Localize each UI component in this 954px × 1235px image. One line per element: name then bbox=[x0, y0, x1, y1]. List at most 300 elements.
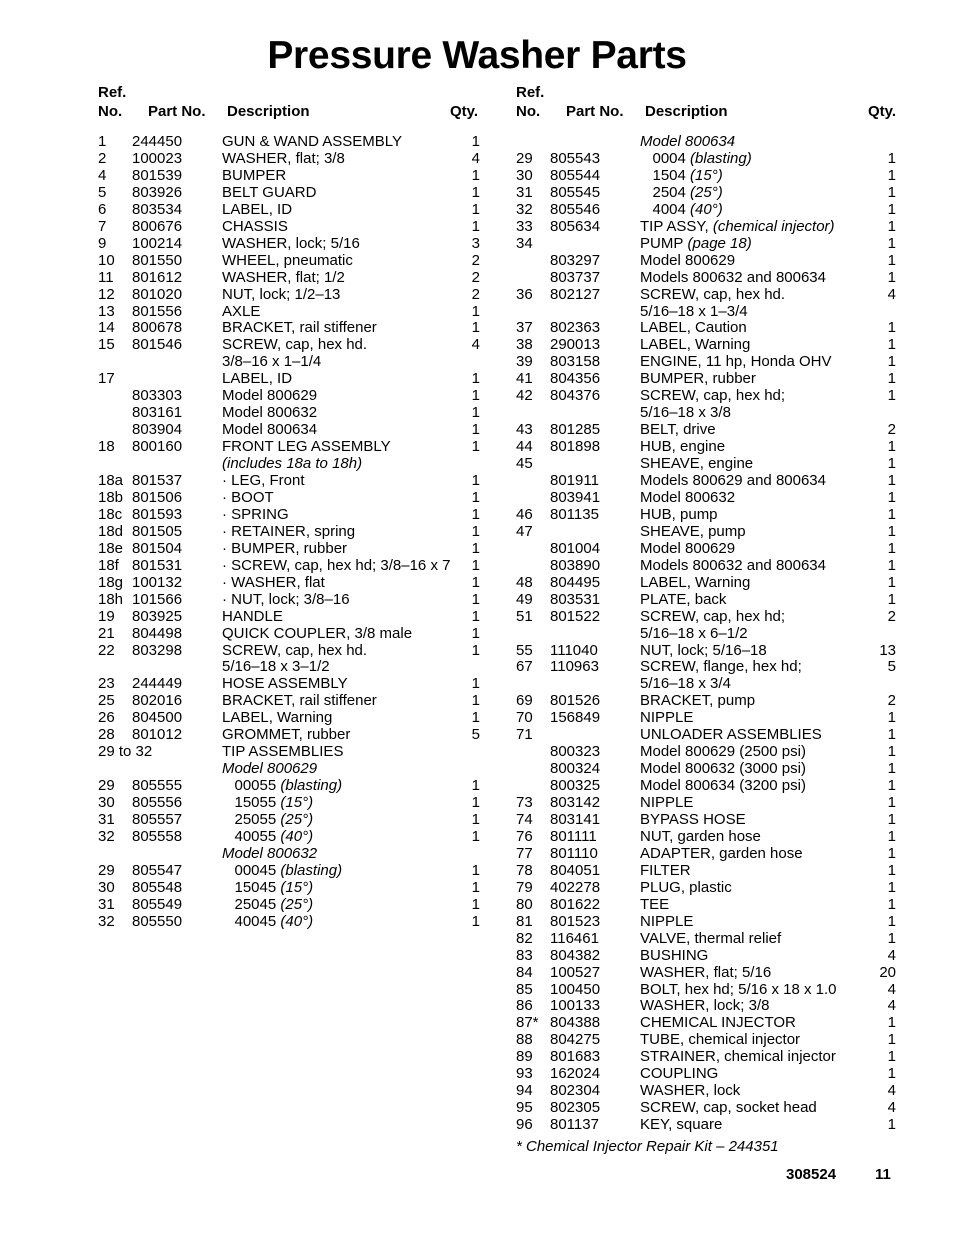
part-number: 805634 bbox=[550, 217, 601, 235]
description: SCREW, cap, hex hd. bbox=[640, 285, 786, 303]
description-text: 00055 bbox=[222, 777, 277, 795]
table-row bbox=[516, 709, 916, 726]
quantity: 1 bbox=[887, 488, 896, 506]
table-row bbox=[98, 879, 498, 896]
table-row bbox=[516, 896, 916, 913]
quantity: 1 bbox=[887, 319, 896, 337]
part-number: 100450 bbox=[550, 980, 601, 998]
description: AXLE bbox=[222, 302, 261, 320]
table-row bbox=[516, 625, 916, 642]
table-row bbox=[98, 523, 498, 540]
description: WASHER, flat; 3/8 bbox=[222, 149, 345, 167]
part-number: 801111 bbox=[550, 827, 597, 845]
description: HANDLE bbox=[222, 607, 283, 625]
ref-number: 85 bbox=[516, 980, 533, 998]
quantity: 1 bbox=[887, 505, 896, 523]
quantity: 1 bbox=[471, 641, 480, 659]
part-number: 801539 bbox=[132, 166, 183, 184]
quantity: 1 bbox=[887, 1065, 896, 1083]
table-row bbox=[98, 913, 498, 930]
ref-number: 42 bbox=[516, 387, 533, 405]
quantity: 4 bbox=[887, 1082, 896, 1100]
quantity: 1 bbox=[471, 777, 480, 795]
ref-number: 55 bbox=[516, 641, 533, 659]
table-row bbox=[516, 506, 916, 523]
quantity: 4 bbox=[887, 997, 896, 1015]
description: VALVE, thermal relief bbox=[640, 929, 782, 947]
table-row bbox=[516, 523, 916, 540]
part-number: 803142 bbox=[550, 794, 601, 812]
description: SCREW, cap, hex hd. bbox=[222, 641, 368, 659]
part-number: 803158 bbox=[550, 353, 601, 371]
table-row bbox=[98, 269, 498, 286]
description-text: 4004 bbox=[640, 200, 686, 218]
table-row bbox=[516, 1099, 916, 1116]
table-row bbox=[98, 252, 498, 269]
table-row bbox=[516, 353, 916, 370]
ref-number: 32 bbox=[98, 912, 115, 930]
quantity: 1 bbox=[471, 302, 480, 320]
quantity: 2 bbox=[887, 421, 896, 439]
ref-number: 49 bbox=[516, 590, 533, 608]
description: UNLOADER ASSEMBLIES bbox=[640, 726, 822, 744]
description: BRACKET, pump bbox=[640, 692, 756, 710]
description: PLUG, plastic bbox=[640, 878, 732, 896]
description: 5/16–18 x 1–3/4 bbox=[640, 302, 748, 320]
quantity: 1 bbox=[887, 573, 896, 591]
ref-number: 26 bbox=[98, 709, 115, 727]
ref-number: 1 bbox=[98, 133, 107, 150]
quantity: 3 bbox=[471, 234, 480, 252]
description: STRAINER, chemical injector bbox=[640, 1048, 836, 1066]
part-number: 801593 bbox=[132, 505, 183, 523]
part-number: 162024 bbox=[550, 1065, 601, 1083]
table-row bbox=[98, 608, 498, 625]
quantity: 1 bbox=[471, 675, 480, 693]
part-number: 805550 bbox=[132, 912, 183, 930]
description: 5/16–18 x 6–1/2 bbox=[640, 624, 748, 642]
ref-number: 2 bbox=[98, 149, 107, 167]
ref-number: 30 bbox=[98, 794, 115, 812]
part-number: 803926 bbox=[132, 183, 183, 201]
table-row bbox=[98, 692, 498, 709]
part-number: 801898 bbox=[550, 438, 601, 456]
ref-number: 37 bbox=[516, 319, 533, 337]
footnote: * Chemical Injector Repair Kit – 244351 bbox=[516, 1138, 779, 1155]
quantity: 1 bbox=[471, 488, 480, 506]
table-row bbox=[98, 370, 498, 387]
ref-number: 48 bbox=[516, 573, 533, 591]
part-number: 805549 bbox=[132, 895, 183, 913]
part-number: 101566 bbox=[132, 590, 183, 608]
description: HOSE ASSEMBLY bbox=[222, 675, 348, 693]
table-row bbox=[516, 692, 916, 709]
quantity: 1 bbox=[471, 607, 480, 625]
description: (includes 18a to 18h) bbox=[222, 455, 363, 473]
quantity: 1 bbox=[887, 455, 896, 473]
table-row bbox=[516, 726, 916, 743]
quantity: 4 bbox=[887, 285, 896, 303]
header-ref-line2: No. bbox=[98, 103, 123, 120]
ref-number: 29 bbox=[98, 861, 115, 879]
table-row bbox=[98, 455, 498, 472]
ref-number: 78 bbox=[516, 861, 533, 879]
quantity: 13 bbox=[879, 641, 896, 659]
description: NUT, garden hose bbox=[640, 827, 761, 845]
description: BUMPER bbox=[222, 166, 287, 184]
description: Model 800629 bbox=[222, 760, 318, 778]
part-number: 100214 bbox=[132, 234, 183, 252]
part-number: 804356 bbox=[550, 370, 601, 388]
part-number: 801110 bbox=[550, 844, 598, 862]
description: COUPLING bbox=[640, 1065, 719, 1083]
description: BRACKET, rail stiffener bbox=[222, 692, 377, 710]
table-row bbox=[516, 218, 916, 235]
description: GROMMET, rubber bbox=[222, 726, 351, 744]
part-number: 801546 bbox=[132, 336, 183, 354]
table-row bbox=[98, 540, 498, 557]
ref-number: 38 bbox=[516, 336, 533, 354]
description: LABEL, ID bbox=[222, 200, 293, 218]
ref-number: 18f bbox=[98, 556, 119, 574]
page-title: Pressure Washer Parts bbox=[267, 34, 687, 77]
quantity: 1 bbox=[887, 200, 896, 218]
part-number: 801526 bbox=[550, 692, 601, 710]
description: 5/16–18 x 3–1/2 bbox=[222, 658, 330, 676]
quantity: 1 bbox=[887, 794, 896, 812]
ref-number: 83 bbox=[516, 946, 533, 964]
header-part-no: Part No. bbox=[566, 103, 624, 120]
description: Models 800632 and 800634 bbox=[640, 268, 826, 286]
quantity: 1 bbox=[471, 133, 480, 150]
table-row bbox=[98, 489, 498, 506]
quantity: 1 bbox=[887, 1048, 896, 1066]
description: PLATE, back bbox=[640, 590, 727, 608]
description: Models 800632 and 800634 bbox=[640, 556, 826, 574]
description: Model 800629 bbox=[640, 251, 736, 269]
ref-number: 94 bbox=[516, 1082, 533, 1100]
ref-number: 25 bbox=[98, 692, 115, 710]
description bbox=[222, 811, 313, 828]
part-number: 800678 bbox=[132, 319, 183, 337]
description: BELT, drive bbox=[640, 421, 716, 439]
table-row bbox=[516, 404, 916, 421]
table-row bbox=[516, 472, 916, 489]
ref-number: 34 bbox=[516, 234, 533, 252]
table-row bbox=[516, 845, 916, 862]
description: BUMPER, rubber bbox=[640, 370, 756, 388]
table-row bbox=[516, 557, 916, 574]
ref-number: 10 bbox=[98, 251, 115, 269]
part-number: 110963 bbox=[550, 658, 599, 676]
table-row bbox=[98, 760, 498, 777]
description: LABEL, Caution bbox=[640, 319, 747, 337]
quantity: 1 bbox=[471, 861, 480, 879]
ref-number: 39 bbox=[516, 353, 533, 371]
ref-number: 70 bbox=[516, 709, 533, 727]
table-row bbox=[98, 472, 498, 489]
ref-number: 81 bbox=[516, 912, 533, 930]
description: BRACKET, rail stiffener bbox=[222, 319, 377, 337]
table-row bbox=[98, 506, 498, 523]
quantity: 1 bbox=[887, 777, 896, 795]
part-number: 800676 bbox=[132, 217, 183, 235]
part-number: 801020 bbox=[132, 285, 183, 303]
description: SCREW, cap, socket head bbox=[640, 1099, 817, 1117]
part-number: 804495 bbox=[550, 573, 601, 591]
description: WASHER, flat; 5/16 bbox=[640, 963, 772, 981]
part-number: 801012 bbox=[132, 726, 183, 744]
part-number: 803161 bbox=[132, 404, 183, 422]
description bbox=[222, 896, 313, 913]
quantity: 2 bbox=[887, 607, 896, 625]
quantity: 1 bbox=[887, 743, 896, 761]
part-number: 803941 bbox=[550, 488, 601, 506]
quantity: 1 bbox=[471, 794, 480, 812]
description bbox=[640, 150, 752, 167]
description: TUBE, chemical injector bbox=[640, 1031, 801, 1049]
quantity: 1 bbox=[471, 522, 480, 540]
part-number: 805543 bbox=[550, 149, 601, 167]
table-row bbox=[516, 608, 916, 625]
ref-number: 36 bbox=[516, 285, 533, 303]
table-row bbox=[516, 455, 916, 472]
table-row bbox=[516, 133, 916, 150]
quantity: 1 bbox=[471, 421, 480, 439]
part-number: 801537 bbox=[132, 472, 183, 489]
description: Model 800632 bbox=[222, 404, 318, 422]
part-number: 100132 bbox=[132, 573, 183, 591]
ref-number: 18 bbox=[98, 438, 115, 456]
table-row bbox=[516, 591, 916, 608]
table-row bbox=[98, 591, 498, 608]
table-row bbox=[516, 981, 916, 998]
ref-number: 51 bbox=[516, 607, 533, 625]
part-number: 801911 bbox=[550, 472, 599, 489]
table-row bbox=[98, 574, 498, 591]
ref-number: 19 bbox=[98, 607, 115, 625]
quantity: 4 bbox=[471, 149, 480, 167]
ref-number: 69 bbox=[516, 692, 533, 710]
part-number: 805547 bbox=[132, 861, 183, 879]
ref-number: 79 bbox=[516, 878, 533, 896]
quantity: 1 bbox=[887, 878, 896, 896]
description-text: 40055 bbox=[222, 827, 277, 845]
quantity: 1 bbox=[887, 438, 896, 456]
ref-number: 86 bbox=[516, 997, 533, 1015]
quantity: 1 bbox=[887, 827, 896, 845]
description: · BUMPER, rubber bbox=[222, 539, 348, 557]
quantity: 1 bbox=[471, 590, 480, 608]
quantity: 1 bbox=[471, 183, 480, 201]
description-text: TIP ASSY, bbox=[640, 217, 709, 235]
ref-number: 15 bbox=[98, 336, 115, 354]
table-row bbox=[98, 235, 498, 252]
ref-number: 87* bbox=[516, 1014, 539, 1032]
description: Model 800629 bbox=[222, 387, 318, 405]
table-row bbox=[516, 540, 916, 557]
part-number: 803904 bbox=[132, 421, 183, 439]
table-row bbox=[98, 625, 498, 642]
ref-number: 18h bbox=[98, 590, 124, 608]
table-row bbox=[98, 353, 498, 370]
part-number: 290013 bbox=[550, 336, 601, 354]
description: 5/16–18 x 3/8 bbox=[640, 404, 731, 422]
part-number: 801506 bbox=[132, 488, 183, 506]
description: Model 800629 bbox=[640, 539, 736, 557]
description bbox=[222, 913, 313, 930]
ref-number: 22 bbox=[98, 641, 115, 659]
quantity: 1 bbox=[471, 539, 480, 557]
part-number: 802363 bbox=[550, 319, 601, 337]
quantity: 5 bbox=[471, 726, 480, 744]
header-description: Description bbox=[227, 103, 310, 120]
quantity: 20 bbox=[879, 963, 896, 981]
part-number: 802016 bbox=[132, 692, 183, 710]
description-note: (page 18) bbox=[683, 234, 752, 252]
ref-number: 96 bbox=[516, 1116, 533, 1134]
table-row bbox=[98, 709, 498, 726]
quantity: 1 bbox=[471, 692, 480, 710]
description: Model 800634 bbox=[222, 421, 318, 439]
table-row bbox=[98, 557, 498, 574]
table-row bbox=[98, 896, 498, 913]
quantity: 1 bbox=[471, 387, 480, 405]
table-row bbox=[516, 760, 916, 777]
table-row bbox=[516, 1116, 916, 1133]
part-number: 803925 bbox=[132, 607, 183, 625]
part-number: 800323 bbox=[550, 743, 601, 761]
part-number: 805555 bbox=[132, 777, 183, 795]
quantity: 1 bbox=[887, 472, 896, 489]
description: HUB, engine bbox=[640, 438, 726, 456]
quantity: 1 bbox=[887, 522, 896, 540]
table-row bbox=[98, 642, 498, 659]
description: FILTER bbox=[640, 861, 691, 879]
description: · BOOT bbox=[222, 488, 274, 506]
ref-number: 41 bbox=[516, 370, 533, 388]
part-number: 805556 bbox=[132, 794, 183, 812]
description: Model 800632 bbox=[640, 488, 736, 506]
quantity: 1 bbox=[471, 370, 480, 388]
ref-number: 76 bbox=[516, 827, 533, 845]
description-text: 2504 bbox=[640, 183, 686, 201]
ref-number: 5 bbox=[98, 183, 107, 201]
table-row bbox=[516, 743, 916, 760]
page-number: 11 bbox=[875, 1166, 891, 1183]
table-row bbox=[98, 387, 498, 404]
quantity: 1 bbox=[887, 149, 896, 167]
part-number: 801523 bbox=[550, 912, 601, 930]
header-description: Description bbox=[645, 103, 728, 120]
ref-number: 6 bbox=[98, 200, 107, 218]
part-number: 156849 bbox=[550, 709, 601, 727]
table-row bbox=[516, 947, 916, 964]
description: Model 800634 bbox=[640, 133, 736, 150]
part-number: 804500 bbox=[132, 709, 183, 727]
table-row bbox=[516, 489, 916, 506]
quantity: 1 bbox=[471, 505, 480, 523]
description: WHEEL, pneumatic bbox=[222, 251, 353, 269]
part-number: 803303 bbox=[132, 387, 183, 405]
description: BOLT, hex hd; 5/16 x 18 x 1.0 bbox=[640, 980, 837, 998]
part-number: 803890 bbox=[550, 556, 601, 574]
ref-number: 13 bbox=[98, 302, 115, 320]
part-number: 803298 bbox=[132, 641, 183, 659]
part-number: 801622 bbox=[550, 895, 601, 913]
description: BYPASS HOSE bbox=[640, 811, 746, 828]
description: · NUT, lock; 3/8–16 bbox=[222, 590, 350, 608]
part-number: 803534 bbox=[132, 200, 183, 218]
description-note: (40°) bbox=[685, 200, 723, 218]
description bbox=[222, 828, 313, 845]
table-row bbox=[516, 642, 916, 659]
part-number: 803737 bbox=[550, 268, 601, 286]
table-row bbox=[516, 421, 916, 438]
ref-number: 21 bbox=[98, 624, 115, 642]
table-row bbox=[98, 303, 498, 320]
table-row bbox=[516, 1031, 916, 1048]
description: BUSHING bbox=[640, 946, 709, 964]
table-row bbox=[98, 862, 498, 879]
table-row bbox=[98, 218, 498, 235]
ref-number: 18c bbox=[98, 505, 123, 523]
description: SCREW, cap, hex hd. bbox=[222, 336, 368, 354]
quantity: 1 bbox=[471, 895, 480, 913]
header-ref-line1: Ref. bbox=[98, 84, 127, 101]
quantity: 1 bbox=[887, 1031, 896, 1049]
part-number: 100133 bbox=[550, 997, 601, 1015]
description: · SPRING bbox=[222, 505, 289, 523]
header-part-no: Part No. bbox=[148, 103, 206, 120]
quantity: 1 bbox=[887, 556, 896, 574]
table-row bbox=[516, 1014, 916, 1031]
part-number: 803297 bbox=[550, 251, 601, 269]
table-row bbox=[98, 421, 498, 438]
quantity: 1 bbox=[471, 166, 480, 184]
table-row bbox=[516, 913, 916, 930]
description-text: 25055 bbox=[222, 811, 277, 828]
part-number: 801285 bbox=[550, 421, 601, 439]
ref-number: 29 bbox=[516, 149, 533, 167]
table-row bbox=[516, 387, 916, 404]
part-number: 801556 bbox=[132, 302, 183, 320]
part-number: 802304 bbox=[550, 1082, 601, 1100]
description: WASHER, flat; 1/2 bbox=[222, 268, 345, 286]
quantity: 1 bbox=[887, 183, 896, 201]
table-row bbox=[516, 997, 916, 1014]
description: CHEMICAL INJECTOR bbox=[640, 1014, 796, 1032]
quantity: 1 bbox=[471, 912, 480, 930]
description: LABEL, Warning bbox=[640, 573, 751, 591]
ref-number: 67 bbox=[516, 658, 533, 676]
part-number: 801505 bbox=[132, 522, 183, 540]
part-number: 801522 bbox=[550, 607, 601, 625]
ref-number: 44 bbox=[516, 438, 533, 456]
table-row bbox=[98, 150, 498, 167]
table-row bbox=[98, 845, 498, 862]
quantity: 1 bbox=[471, 811, 480, 828]
table-row bbox=[516, 150, 916, 167]
quantity: 2 bbox=[471, 268, 480, 286]
ref-number: 29 bbox=[98, 777, 115, 795]
table-row bbox=[98, 658, 498, 675]
ref-number: 88 bbox=[516, 1031, 533, 1049]
ref-number: 32 bbox=[516, 200, 533, 218]
ref-number: 47 bbox=[516, 522, 533, 540]
description: KEY, square bbox=[640, 1116, 723, 1134]
description: LABEL, Warning bbox=[640, 336, 751, 354]
